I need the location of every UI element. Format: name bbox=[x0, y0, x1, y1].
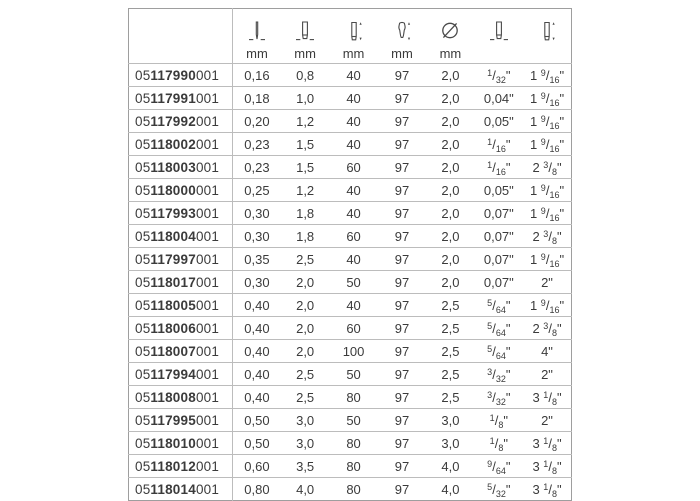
value-mm: 97 bbox=[378, 294, 426, 317]
value-inch-width: 0,07" bbox=[475, 271, 523, 294]
header-row bbox=[129, 9, 572, 64]
header-corner-cell bbox=[129, 9, 233, 64]
value-mm: 3,0 bbox=[281, 432, 329, 455]
value-mm: 0,50 bbox=[233, 409, 281, 432]
value-mm: 0,30 bbox=[233, 271, 281, 294]
article-number: 05118007001 bbox=[129, 340, 233, 363]
value-mm: 97 bbox=[378, 179, 426, 202]
table-row bbox=[129, 225, 572, 248]
value-inch-width: $^5/_{32}$" bbox=[475, 478, 523, 501]
value-mm: 100 bbox=[329, 340, 377, 363]
value-mm: 97 bbox=[378, 317, 426, 340]
value-inch-width: $^1/_{16}$" bbox=[475, 133, 523, 156]
value-mm: 1,8 bbox=[281, 225, 329, 248]
unit-label bbox=[475, 46, 523, 61]
value-inch-width: 0,04" bbox=[475, 87, 523, 110]
value-mm: 40 bbox=[329, 202, 377, 225]
article-number: 05117993001 bbox=[129, 202, 233, 225]
value-inch-width: 0,05" bbox=[475, 110, 523, 133]
value-mm: 2,0 bbox=[426, 87, 474, 110]
value-inch-length: 2" bbox=[523, 271, 571, 294]
value-inch-length: 3 $^1/_8$" bbox=[523, 455, 571, 478]
value-mm: 2,5 bbox=[426, 317, 474, 340]
table-row bbox=[129, 317, 572, 340]
article-number: 05118017001 bbox=[129, 271, 233, 294]
value-mm: 97 bbox=[378, 409, 426, 432]
article-number: 05118006001 bbox=[129, 317, 233, 340]
value-mm: 1,5 bbox=[281, 156, 329, 179]
value-mm: 4,0 bbox=[281, 478, 329, 501]
article-number: 05118014001 bbox=[129, 478, 233, 501]
article-number: 05118004001 bbox=[129, 225, 233, 248]
value-inch-width: $^5/_{64}$" bbox=[475, 294, 523, 317]
article-number: 05117994001 bbox=[129, 363, 233, 386]
column-header-blade-length bbox=[329, 9, 377, 64]
value-mm: 40 bbox=[329, 179, 377, 202]
unit-label: mm bbox=[294, 46, 316, 61]
value-inch-length: 1 $^9/_{16}$" bbox=[523, 87, 571, 110]
value-mm: 2,5 bbox=[426, 294, 474, 317]
blade-length-inch-icon bbox=[535, 20, 559, 46]
value-mm: 50 bbox=[329, 363, 377, 386]
value-mm: 97 bbox=[378, 455, 426, 478]
column-header-tip-thickness bbox=[233, 9, 281, 64]
value-mm: 2,0 bbox=[281, 271, 329, 294]
value-mm: 0,50 bbox=[233, 432, 281, 455]
unit-label: mm bbox=[439, 46, 462, 61]
value-mm: 0,23 bbox=[233, 133, 281, 156]
value-mm: 97 bbox=[378, 110, 426, 133]
value-inch-length: 2 $^3/_8$" bbox=[523, 225, 571, 248]
value-inch-length: 2 $^3/_8$" bbox=[523, 317, 571, 340]
article-number: 05118000001 bbox=[129, 179, 233, 202]
value-inch-width: $^5/_{64}$" bbox=[475, 317, 523, 340]
value-inch-length: 1 $^9/_{16}$" bbox=[523, 202, 571, 225]
unit-label bbox=[523, 46, 571, 61]
blade-length-icon bbox=[342, 20, 366, 46]
value-mm: 40 bbox=[329, 87, 377, 110]
table-row bbox=[129, 179, 572, 202]
value-mm: 0,30 bbox=[233, 202, 281, 225]
column-header-handle-length bbox=[378, 9, 426, 64]
value-inch-width: 0,05" bbox=[475, 179, 523, 202]
table-row bbox=[129, 64, 572, 87]
table-row bbox=[129, 386, 572, 409]
value-mm: 40 bbox=[329, 248, 377, 271]
value-mm: 0,18 bbox=[233, 87, 281, 110]
value-mm: 97 bbox=[378, 363, 426, 386]
value-mm: 0,20 bbox=[233, 110, 281, 133]
value-inch-width: 0,07" bbox=[475, 202, 523, 225]
value-mm: 80 bbox=[329, 386, 377, 409]
value-mm: 0,60 bbox=[233, 455, 281, 478]
diameter-icon bbox=[438, 20, 462, 46]
unit-label: mm bbox=[391, 46, 413, 61]
article-number: 05117991001 bbox=[129, 87, 233, 110]
value-mm: 60 bbox=[329, 225, 377, 248]
value-mm: 40 bbox=[329, 110, 377, 133]
value-inch-length: 1 $^9/_{16}$" bbox=[523, 64, 571, 87]
value-mm: 97 bbox=[378, 340, 426, 363]
value-inch-length: 3 $^1/_8$" bbox=[523, 432, 571, 455]
value-mm: 0,30 bbox=[233, 225, 281, 248]
value-mm: 2,5 bbox=[426, 363, 474, 386]
article-number: 05117992001 bbox=[129, 110, 233, 133]
value-mm: 0,40 bbox=[233, 294, 281, 317]
value-inch-length: 1 $^9/_{16}$" bbox=[523, 248, 571, 271]
value-inch-length: 2" bbox=[523, 409, 571, 432]
table-row bbox=[129, 294, 572, 317]
table-row bbox=[129, 133, 572, 156]
value-inch-width: 0,07" bbox=[475, 248, 523, 271]
value-mm: 2,0 bbox=[426, 110, 474, 133]
article-number: 05117997001 bbox=[129, 248, 233, 271]
table-row bbox=[129, 455, 572, 478]
value-mm: 80 bbox=[329, 478, 377, 501]
table-row bbox=[129, 248, 572, 271]
value-mm: 97 bbox=[378, 386, 426, 409]
spec-table bbox=[128, 8, 572, 501]
value-mm: 80 bbox=[329, 432, 377, 455]
value-mm: 2,0 bbox=[426, 202, 474, 225]
value-mm: 2,0 bbox=[426, 248, 474, 271]
unit-label: mm bbox=[246, 46, 268, 61]
value-mm: 97 bbox=[378, 248, 426, 271]
value-mm: 50 bbox=[329, 271, 377, 294]
value-mm: 97 bbox=[378, 87, 426, 110]
value-inch-width: $^1/_8$" bbox=[475, 432, 523, 455]
value-mm: 2,0 bbox=[426, 133, 474, 156]
unit-label: mm bbox=[342, 46, 365, 61]
value-inch-width: $^9/_{64}$" bbox=[475, 455, 523, 478]
value-mm: 0,40 bbox=[233, 386, 281, 409]
value-mm: 0,35 bbox=[233, 248, 281, 271]
table-row bbox=[129, 156, 572, 179]
table-row bbox=[129, 340, 572, 363]
value-mm: 3,0 bbox=[281, 409, 329, 432]
value-inch-length: 3 $^1/_8$" bbox=[523, 478, 571, 501]
value-mm: 0,40 bbox=[233, 317, 281, 340]
value-mm: 60 bbox=[329, 156, 377, 179]
value-mm: 4,0 bbox=[426, 478, 474, 501]
value-mm: 40 bbox=[329, 64, 377, 87]
value-mm: 50 bbox=[329, 409, 377, 432]
value-inch-width: $^1/_8$" bbox=[475, 409, 523, 432]
value-mm: 1,0 bbox=[281, 87, 329, 110]
table-row bbox=[129, 87, 572, 110]
value-mm: 1,2 bbox=[281, 179, 329, 202]
value-mm: 0,25 bbox=[233, 179, 281, 202]
value-mm: 2,5 bbox=[281, 363, 329, 386]
article-number: 05118002001 bbox=[129, 133, 233, 156]
article-number: 05117990001 bbox=[129, 64, 233, 87]
table-row bbox=[129, 202, 572, 225]
table-row bbox=[129, 432, 572, 455]
value-mm: 80 bbox=[329, 455, 377, 478]
value-mm: 0,16 bbox=[233, 64, 281, 87]
value-mm: 0,23 bbox=[233, 156, 281, 179]
value-mm: 2,0 bbox=[426, 271, 474, 294]
value-inch-width: $^3/_{32}$" bbox=[475, 363, 523, 386]
value-inch-length: 2 $^3/_8$" bbox=[523, 156, 571, 179]
value-mm: 97 bbox=[378, 156, 426, 179]
value-mm: 3,0 bbox=[426, 409, 474, 432]
tip-width-inch-icon bbox=[487, 20, 511, 46]
value-mm: 97 bbox=[378, 225, 426, 248]
value-mm: 1,5 bbox=[281, 133, 329, 156]
tip-width-icon bbox=[293, 20, 317, 46]
value-mm: 3,5 bbox=[281, 455, 329, 478]
table-row bbox=[129, 409, 572, 432]
value-mm: 2,5 bbox=[426, 386, 474, 409]
value-inch-width: $^5/_{64}$" bbox=[475, 340, 523, 363]
value-mm: 2,5 bbox=[281, 386, 329, 409]
value-mm: 97 bbox=[378, 432, 426, 455]
article-number: 05118003001 bbox=[129, 156, 233, 179]
value-mm: 0,40 bbox=[233, 340, 281, 363]
handle-length-icon bbox=[390, 20, 414, 46]
value-inch-width: 0,07" bbox=[475, 225, 523, 248]
spec-table-header bbox=[129, 9, 572, 64]
value-inch-width: $^3/_{32}$" bbox=[475, 386, 523, 409]
article-number: 05118005001 bbox=[129, 294, 233, 317]
value-inch-length: 4" bbox=[523, 340, 571, 363]
value-mm: 2,5 bbox=[281, 248, 329, 271]
value-mm: 0,40 bbox=[233, 363, 281, 386]
article-number: 05118012001 bbox=[129, 455, 233, 478]
value-mm: 97 bbox=[378, 64, 426, 87]
value-mm: 0,8 bbox=[281, 64, 329, 87]
value-mm: 2,0 bbox=[281, 317, 329, 340]
column-header-blade-length-inch bbox=[523, 9, 571, 64]
value-mm: 2,0 bbox=[426, 179, 474, 202]
value-mm: 97 bbox=[378, 133, 426, 156]
column-header-tip-width-inch bbox=[475, 9, 523, 64]
value-inch-length: 1 $^9/_{16}$" bbox=[523, 133, 571, 156]
article-number: 05118008001 bbox=[129, 386, 233, 409]
value-mm: 2,0 bbox=[281, 340, 329, 363]
table-row bbox=[129, 363, 572, 386]
value-mm: 2,0 bbox=[426, 156, 474, 179]
article-number: 05117995001 bbox=[129, 409, 233, 432]
value-mm: 0,80 bbox=[233, 478, 281, 501]
value-inch-length: 1 $^9/_{16}$" bbox=[523, 110, 571, 133]
value-mm: 40 bbox=[329, 133, 377, 156]
column-header-diameter bbox=[426, 9, 474, 64]
value-mm: 2,5 bbox=[426, 340, 474, 363]
value-mm: 97 bbox=[378, 271, 426, 294]
value-inch-width: $^1/_{16}$" bbox=[475, 156, 523, 179]
value-inch-length: 1 $^9/_{16}$" bbox=[523, 179, 571, 202]
value-mm: 4,0 bbox=[426, 455, 474, 478]
article-number: 05118010001 bbox=[129, 432, 233, 455]
value-mm: 97 bbox=[378, 478, 426, 501]
value-inch-width: $^1/_{32}$" bbox=[475, 64, 523, 87]
value-mm: 97 bbox=[378, 202, 426, 225]
table-row bbox=[129, 110, 572, 133]
value-mm: 3,0 bbox=[426, 432, 474, 455]
value-mm: 2,0 bbox=[426, 64, 474, 87]
value-mm: 2,0 bbox=[426, 225, 474, 248]
value-inch-length: 3 $^1/_8$" bbox=[523, 386, 571, 409]
value-mm: 1,2 bbox=[281, 110, 329, 133]
tip-thickness-icon bbox=[245, 20, 269, 46]
value-mm: 1,8 bbox=[281, 202, 329, 225]
value-inch-length: 2" bbox=[523, 363, 571, 386]
value-mm: 2,0 bbox=[281, 294, 329, 317]
table-row bbox=[129, 478, 572, 501]
table-row bbox=[129, 271, 572, 294]
value-mm: 60 bbox=[329, 317, 377, 340]
value-inch-length: 1 $^9/_{16}$" bbox=[523, 294, 571, 317]
column-header-tip-width bbox=[281, 9, 329, 64]
spec-table-body bbox=[129, 64, 572, 501]
value-mm: 40 bbox=[329, 294, 377, 317]
